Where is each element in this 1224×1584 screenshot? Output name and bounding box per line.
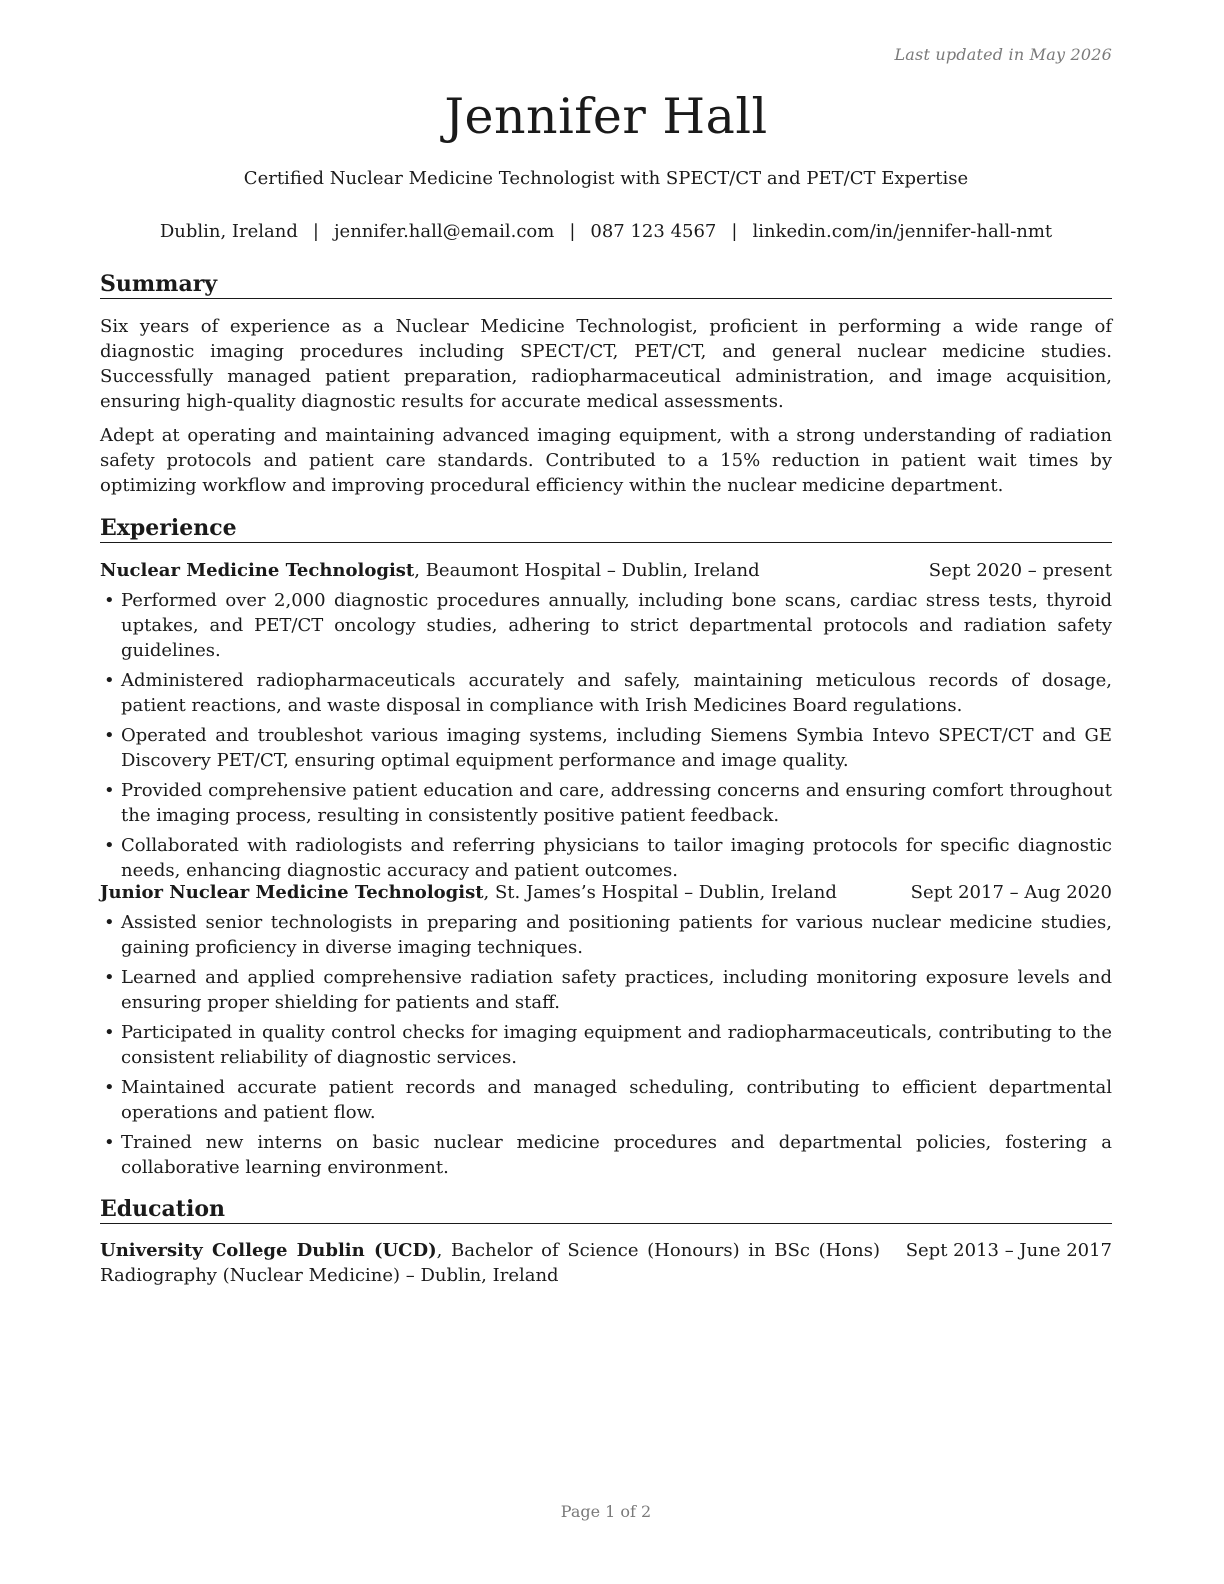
contact-separator: | (569, 221, 576, 242)
job-dates: Sept 2020 – present (928, 560, 1112, 581)
bullet-icon: • (104, 590, 115, 611)
education-institution: University College Dublin (UCD) (100, 1240, 437, 1261)
bullet-text: Provided comprehensive patient education and care, addressing concerns and ensuring comfort throughout the imaging process, resulting in consistently positive patient feedback. (121, 780, 1112, 826)
contact-location: Dublin, Ireland (159, 221, 298, 242)
bullet-text: Participated in quality control checks for imaging equipment and radiopharmaceuticals, contributing to the consistent reliability of diagnostic services. (121, 1022, 1112, 1068)
education-entry (100, 1238, 1112, 1288)
list-item (100, 1020, 1112, 1070)
list-item (100, 965, 1112, 1015)
bullet-text: Operated and troubleshot various imaging systems, including Siemens Symbia Intevo SPECT/CT and GE Discovery PET/CT, ensuring optimal equipment performance and image quality. (121, 725, 1112, 771)
list-item (100, 910, 1112, 960)
job-header (100, 880, 1112, 905)
job-bullet-list (100, 910, 1112, 1185)
list-item (100, 833, 1112, 883)
job-header (100, 558, 1112, 583)
summary-paragraph: Six years of experience as a Nuclear Medicine Technologist, proficient in performing a wide range of diagnostic imaging procedures including SPECT/CT, PET/CT, and general nuclear medicine studies. Successfully managed patient preparation, radiopharmaceutical administration, and image acquisition, ensuring high-quality diagnostic results for accurate medical assessments. (100, 316, 1112, 412)
list-item (100, 723, 1112, 773)
list-item (100, 1075, 1112, 1125)
section-title-education: Education (100, 1195, 1112, 1224)
contact-line (100, 221, 1112, 243)
bullet-icon: • (104, 780, 115, 801)
list-item (100, 1130, 1112, 1180)
bullet-icon: • (104, 967, 115, 988)
bullet-icon: • (104, 912, 115, 933)
education-dates: Sept 2013 – June 2017 (905, 1240, 1112, 1261)
contact-email-link[interactable]: jennifer.hall@email.com (333, 221, 555, 242)
bullet-text: Collaborated with radiologists and referring physicians to tailor imaging protocols for specific diagnostic needs, enhancing diagnostic accuracy and patient outcomes. (121, 835, 1112, 881)
contact-linkedin-link[interactable]: linkedin.com/in/jennifer-hall-nmt (752, 221, 1053, 242)
contact-separator: | (312, 221, 319, 242)
job-title: Nuclear Medicine Technologist (100, 560, 415, 581)
education-text (100, 1238, 880, 1288)
bullet-text: Trained new interns on basic nuclear medicine procedures and departmental policies, fostering a collaborative learning environment. (121, 1132, 1112, 1178)
headline: Certified Nuclear Medicine Technologist with SPECT/CT and PET/CT Expertise (243, 168, 969, 189)
bullet-icon: • (104, 835, 115, 856)
job-bullet-list (100, 588, 1112, 888)
bullet-icon: • (104, 670, 115, 691)
section-title-summary: Summary (100, 270, 1112, 299)
job-title: Junior Nuclear Medicine Technologist (100, 882, 484, 903)
list-item (100, 668, 1112, 718)
list-item (100, 588, 1112, 663)
job-organization: , St. James’s Hospital – Dublin, Ireland (483, 882, 837, 903)
bullet-text: Performed over 2,000 diagnostic procedures annually, including bone scans, cardiac stress tests, thyroid uptakes, and PET/CT oncology studies, adhering to strict departmental protocols and radiation safety guidelines. (121, 590, 1112, 661)
bullet-text: Assisted senior technologists in preparing and positioning patients for various nuclear medicine studies, gaining proficiency in diverse imaging techniques. (121, 912, 1112, 958)
contact-phone: 087 123 4567 (590, 221, 717, 242)
bullet-icon: • (104, 1132, 115, 1153)
education-degree: , Bachelor of Science (Honours) in BSc (Hons) Radiography (Nuclear Medicine) – Dublin, Ireland (100, 1240, 880, 1286)
last-updated: Last updated in May 2026 (894, 45, 1112, 64)
bullet-icon: • (104, 1077, 115, 1098)
bullet-icon: • (104, 1022, 115, 1043)
job-dates: Sept 2017 – Aug 2020 (910, 882, 1112, 903)
contact-separator: | (731, 221, 738, 242)
bullet-text: Maintained accurate patient records and managed scheduling, contributing to efficient departmental operations and patient flow. (121, 1077, 1112, 1123)
section-title-experience: Experience (100, 514, 1112, 543)
bullet-icon: • (104, 725, 115, 746)
candidate-name: Jennifer Hall (444, 88, 768, 145)
list-item (100, 778, 1112, 828)
bullet-text: Administered radiopharmaceuticals accurately and safely, maintaining meticulous records of dosage, patient reactions, and waste disposal in compliance with Irish Medicines Board regulations. (121, 670, 1112, 716)
bullet-text: Learned and applied comprehensive radiation safety practices, including monitoring exposure levels and ensuring proper shielding for patients and staff. (121, 967, 1112, 1013)
resume-page (100, 0, 1112, 1584)
summary-paragraph: Adept at operating and maintaining advanced imaging equipment, with a strong understanding of radiation safety protocols and patient care standards. Contributed to a 15% reduction in patient wait times by optimizing workflow and improving procedural efficiency within the nuclear medicine department. (100, 425, 1112, 496)
page-number: Page 1 of 2 (560, 1502, 652, 1521)
job-organization: , Beaumont Hospital – Dublin, Ireland (414, 560, 760, 581)
